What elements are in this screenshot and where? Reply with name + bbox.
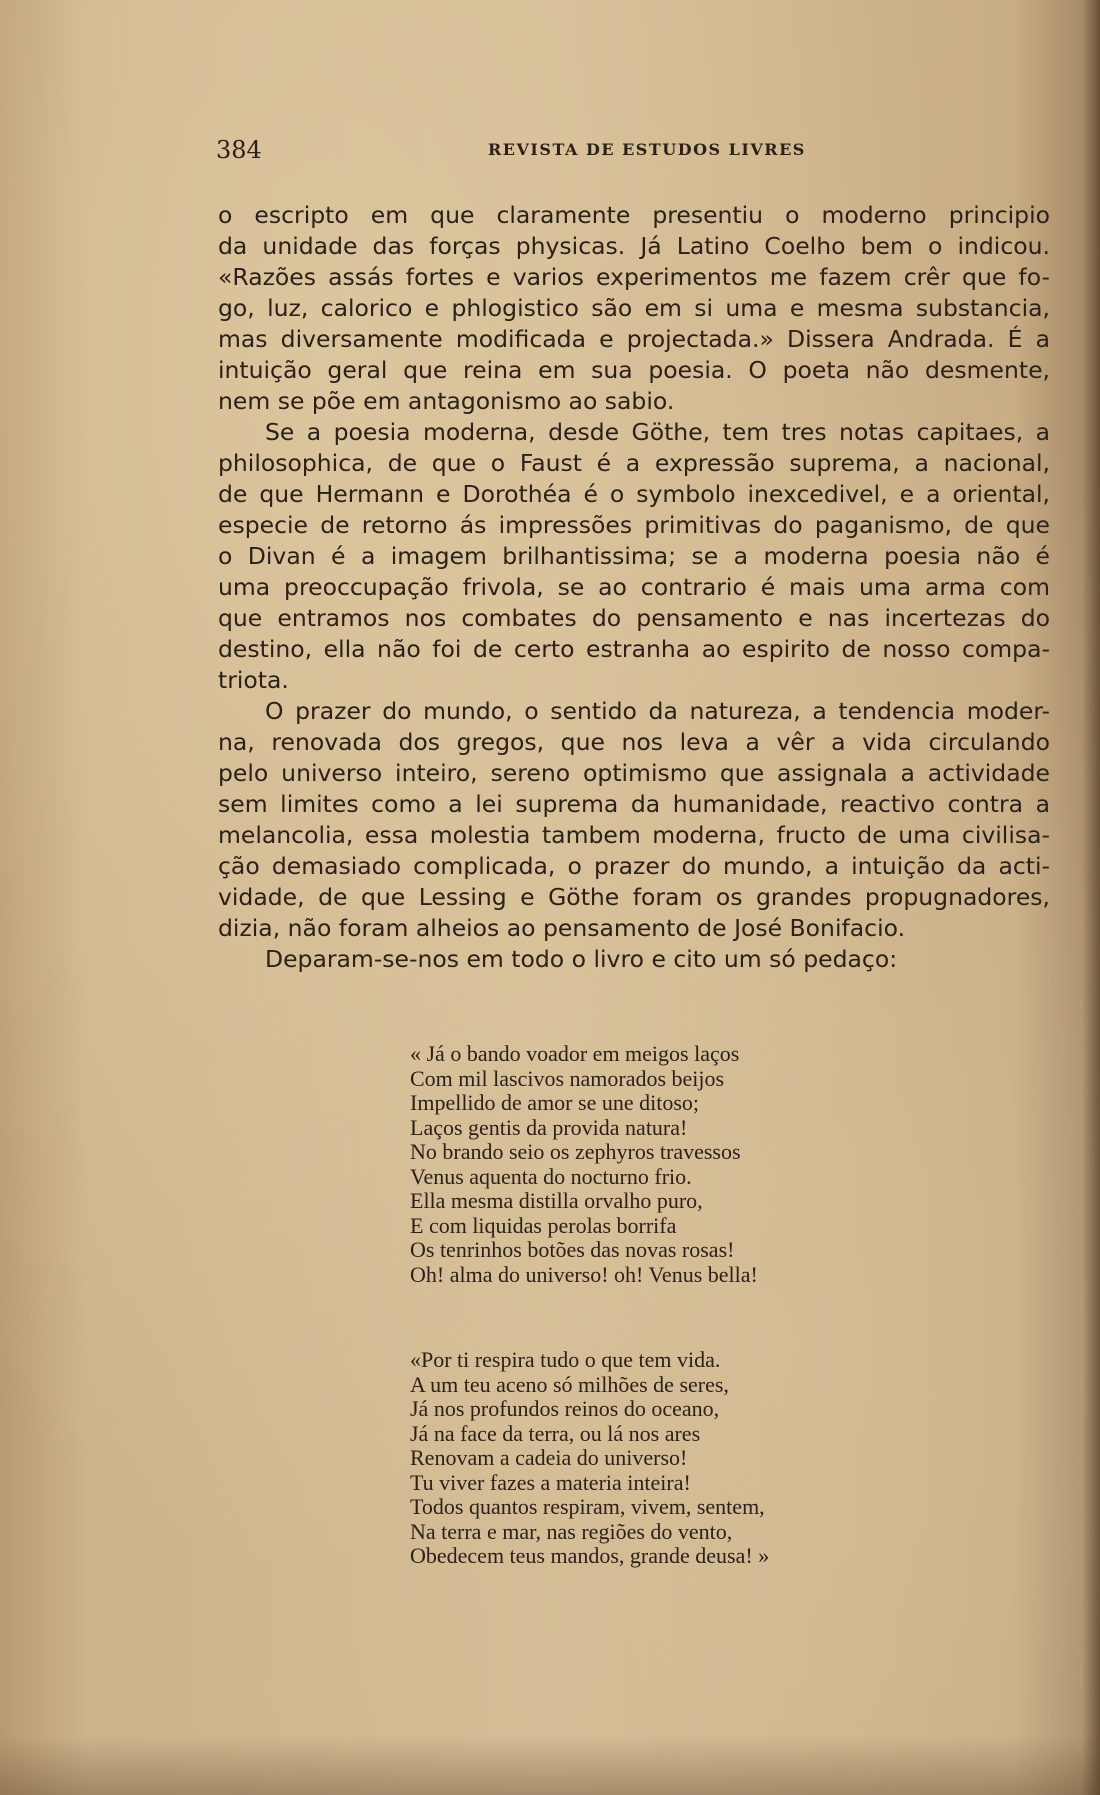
verse-line: Os tenrinhos botões das novas rosas! (410, 1237, 735, 1262)
page-bottom-shadow (0, 1735, 1100, 1795)
text-line: de que Hermann e Dorothéa é o symbolo inexcedivel, e a oriental, (218, 480, 1050, 508)
text-line: dizia, não foram alheios ao pensamento de José Bonifacio. (218, 914, 906, 942)
verse-line: Impellido de amor se une ditoso; (410, 1090, 699, 1115)
text-line: na, renovada dos gregos, que nos leva a vêr a vida circulando (218, 728, 1050, 756)
text-line: destino, ella não foi de certo estranha ao espirito de nosso compa- (218, 635, 1050, 663)
text-line: mas diversamente modificada e projectada.» Dissera Andrada. É a (218, 325, 1050, 353)
verse-line: Já nos profundos reinos do oceano, (410, 1396, 720, 1421)
text-line: pelo universo inteiro, sereno optimismo que assignala a actividade (218, 759, 1050, 787)
verse-line: Tu viver fazes a materia inteira! (410, 1469, 691, 1495)
page-number: 384 (216, 136, 262, 164)
text-line: O prazer do mundo, o sentido da natureza, a tendencia moder- (265, 697, 1050, 725)
verse-line: Oh! alma do universo! oh! Venus bella! (410, 1261, 758, 1287)
text-line: nem se põe em antagonismo ao sabio. (218, 387, 675, 415)
verse-line: Laços gentis da provida natura! (410, 1114, 688, 1140)
verse-line: Venus aquenta do nocturno frio. (410, 1163, 692, 1189)
verse-line: Obedecem teus mandos, grande deusa! » (410, 1543, 770, 1568)
verse-line: E com liquidas perolas borrifa (410, 1212, 677, 1238)
verse-line: Todos quantos respiram, vivem, sentem, (410, 1494, 765, 1519)
text-line: intuição geral que reina em sua poesia. O poeta não desmente, (218, 356, 1050, 384)
verse-line: No brando seio os zephyros travessos (410, 1139, 741, 1164)
text-line: Se a poesia moderna, desde Göthe, tem tres notas capitaes, a (265, 418, 1050, 446)
text-line: triota. (218, 666, 289, 694)
text-line: especie de retorno ás impressões primitivas do paganismo, de que (218, 511, 1050, 539)
text-line: sem limites como a lei suprema da humanidade, reactivo contra a (218, 790, 1050, 818)
text-line: o Divan é a imagem brilhantissima; se a moderna poesia não é (218, 542, 1050, 570)
verse-line: Na terra e mar, nas regiões do vento, (410, 1518, 733, 1544)
text-line: que entramos nos combates do pensamento e nas incertezas do (218, 604, 1050, 632)
text-line: go, luz, calorico e phlogistico são em si uma e mesma substancia, (218, 294, 1050, 322)
verse-line: A um teu aceno só milhões de seres, (410, 1371, 729, 1397)
page-edge-shadow (1082, 0, 1100, 1795)
page-header (216, 136, 1044, 166)
text-line: uma preoccupação frivola, se ao contrario é mais uma arma com (218, 573, 1050, 601)
text-line: melancolia, essa molestia tambem moderna, fructo de uma civilisa- (218, 821, 1050, 849)
verse-stanza-2 (410, 1348, 930, 1569)
verse-line: «Por ti respira tudo o que tem vida. (410, 1347, 721, 1372)
text-line: philosophica, de que o Faust é a expressão suprema, a nacional, (218, 449, 1050, 477)
verse-stanza-1 (410, 1042, 930, 1287)
text-line: «Razões assás fortes e varios experimentos me fazem crêr que fo- (218, 263, 1050, 291)
running-title: REVISTA DE ESTUDOS LIVRES (488, 140, 806, 159)
verse-line: Já na face da terra, ou lá nos ares (410, 1420, 701, 1446)
verse-line: Com mil lascivos namorados beijos (410, 1065, 725, 1091)
verse-line: Renovam a cadeia do universo! (410, 1445, 688, 1470)
text-line: da unidade das forças physicas. Já Latino Coelho bem o indicou. (218, 232, 1050, 260)
text-line: ção demasiado complicada, o prazer do mundo, a intuição da acti- (218, 852, 1050, 880)
text-line: Deparam-se-nos em todo o livro e cito um só pedaço: (265, 945, 898, 973)
prose-body (218, 200, 1050, 975)
text-line: o escripto em que claramente presentiu o moderno principio (218, 201, 1050, 229)
verse-line: Ella mesma distilla orvalho puro, (410, 1188, 703, 1213)
text-line: vidade, de que Lessing e Göthe foram os grandes propugnadores, (218, 883, 1050, 911)
verse-line: « Já o bando voador em meigos laços (410, 1041, 740, 1066)
